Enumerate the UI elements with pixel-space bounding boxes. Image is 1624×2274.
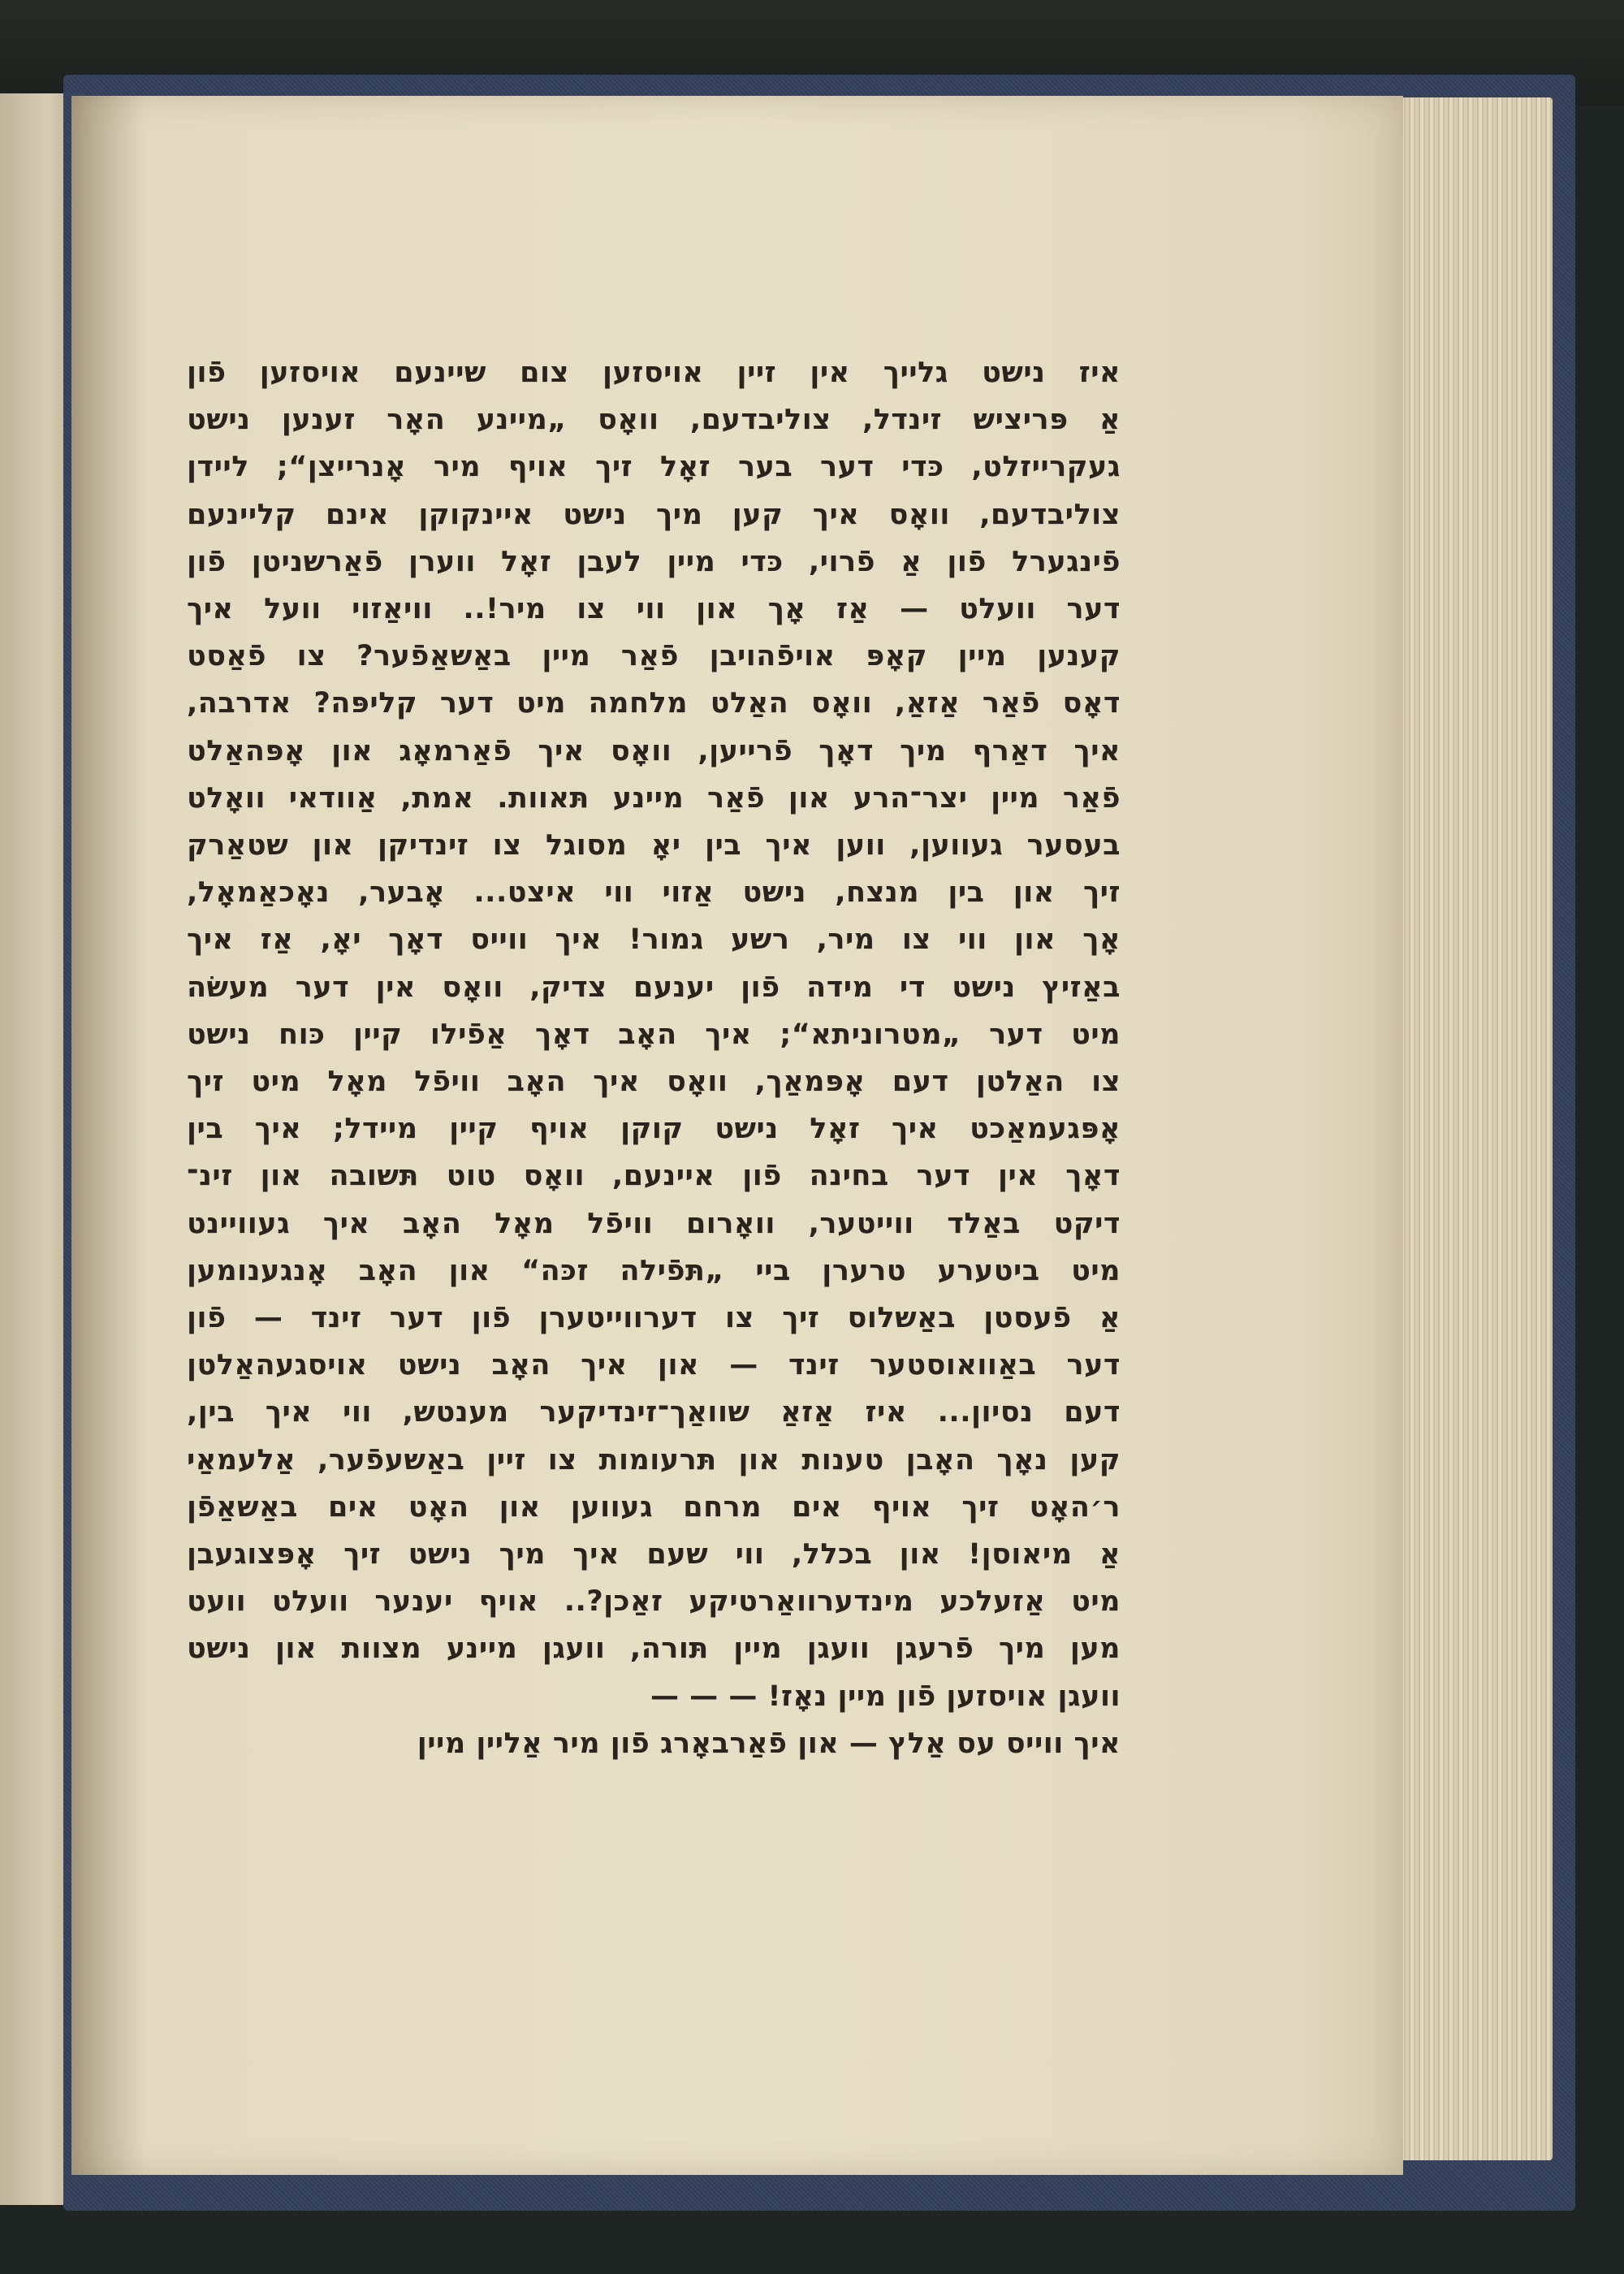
text-line: וועגן אויסזען פֿון מיין נאָז! — — — bbox=[650, 1680, 1121, 1713]
text-line: דאָך אין דער בחינה פֿון איינעם, וואָס טוט תּשובה און זינ־ bbox=[187, 1160, 1121, 1193]
text-line: ר׳האָט זיך אויף אים מרחם געווען און האָט אים באַשאַפֿן bbox=[187, 1490, 1121, 1524]
text-line: באַזיץ נישט די מידה פֿון יענעם צדיק, וואָס אין דער מעשׂה bbox=[187, 971, 1121, 1004]
text-line: איך ווייס עס אַלץ — און פֿאַרבאָרג פֿון מיר אַליין מיין bbox=[417, 1727, 1121, 1760]
text-line: דיקט באַלד ווייטער, וואָרום וויפֿל מאָל האָב איך געוויינט bbox=[187, 1207, 1121, 1240]
text-line: צו האַלטן דעם אָפּמאַך, וואָס איך האָב וויפֿל מאָל מיט זיך bbox=[187, 1066, 1121, 1099]
text-line: צוליבדעם, וואָס איך קען מיך נישט איינקוקן אינם קליינעם bbox=[187, 498, 1121, 531]
text-line: איך דאַרף מיך דאָך פֿרייען, וואָס איך פֿאַרמאָג און אָפּהאַלט bbox=[187, 734, 1121, 767]
text-line: אַ פֿעסטן באַשלוס זיך צו דערווייטערן פֿון דער זינד — פֿון bbox=[187, 1302, 1121, 1335]
text-line: אָפּגעמאַכט איך זאָל נישט קוקן אויף קיין מיידל; איך בין bbox=[187, 1113, 1121, 1146]
text-line: מיט ביטערע טרערן ביי „תּפֿילה זכּה“ און האָב אָנגענומען bbox=[187, 1254, 1121, 1287]
text-line: אַ מיאוסן! און בכלל, ווי שעם איך מיך נישט זיך אָפּצוגעבן bbox=[187, 1538, 1121, 1571]
text-line: אַ פּריציש זינדל, צוליבדעם, וואָס „מיינע האָר זענען נישט bbox=[187, 404, 1121, 437]
text-line: דעם נסיון... איז אַזאַ שוואַך־זינדיקער מענטש, ווי איך בין, bbox=[187, 1396, 1121, 1429]
text-line: מען מיך פֿרעגן וועגן מיין תּורה, וועגן מיינע מצוות און נישט bbox=[187, 1632, 1121, 1666]
text-line: אָך און ווי צו מיר, רשע גמור! איך ווייס דאָך יאָ, אַז איך bbox=[187, 923, 1121, 957]
text-line: מיט דער „מטרוניתא“; איך האָב דאָך אַפֿילו קיין כּוח נישט bbox=[187, 1018, 1121, 1051]
text-line: בעסער געווען, ווען איך בין יאָ מסוגל צו זינדיקן און שטאַרק bbox=[187, 829, 1121, 862]
page-edges bbox=[1384, 97, 1553, 2160]
text-line: קענען מיין קאָפּ אויפֿהויבן פֿאַר מיין באַשאַפֿער? צו פֿאַסט bbox=[187, 640, 1121, 673]
text-line: דער באַוואוסטער זינד — און איך האָב נישט אויסגעהאַלטן bbox=[187, 1349, 1121, 1382]
text-line: דער וועלט — אַז אָך און ווי צו מיר!.. וויאַזוי וועל איך bbox=[187, 593, 1121, 626]
text-line: פֿאַר מיין יצר־הרע און פֿאַר מיינע תּאוות. אמת, אַוודאי וואָלט bbox=[187, 781, 1121, 815]
text-line: פֿינגערל פֿון אַ פֿרוי, כּדי מיין לעבן זאָל ווערן פֿאַרשניטן פֿון bbox=[187, 545, 1121, 578]
text-line: זיך און בין מנצח, נישט אַזוי ווי איצט... אָבער, נאָכאַמאָל, bbox=[187, 876, 1121, 910]
page-text bbox=[187, 349, 1121, 1767]
text-line: געקרייזלט, כּדי דער בער זאָל זיך אויף מיר אָנרייצן“; ליידן bbox=[187, 451, 1121, 484]
text-line: מיט אַזעלכע מינדערוואַרטיקע זאַכן?.. אויף יענער וועלט וועט bbox=[187, 1585, 1121, 1619]
text-line: דאָס פֿאַר אַזאַ, וואָס האַלט מלחמה מיט דער קליפּה? אדרבה, bbox=[187, 687, 1121, 720]
text-line: איז נישט גלייך אין זיין אויסזען צום שיינעם אויסזען פֿון bbox=[187, 357, 1121, 389]
text-line: קען נאָך האָבן טענות און תּרעומות צו זיין באַשעפֿער, אַלעמאַי bbox=[187, 1443, 1121, 1476]
